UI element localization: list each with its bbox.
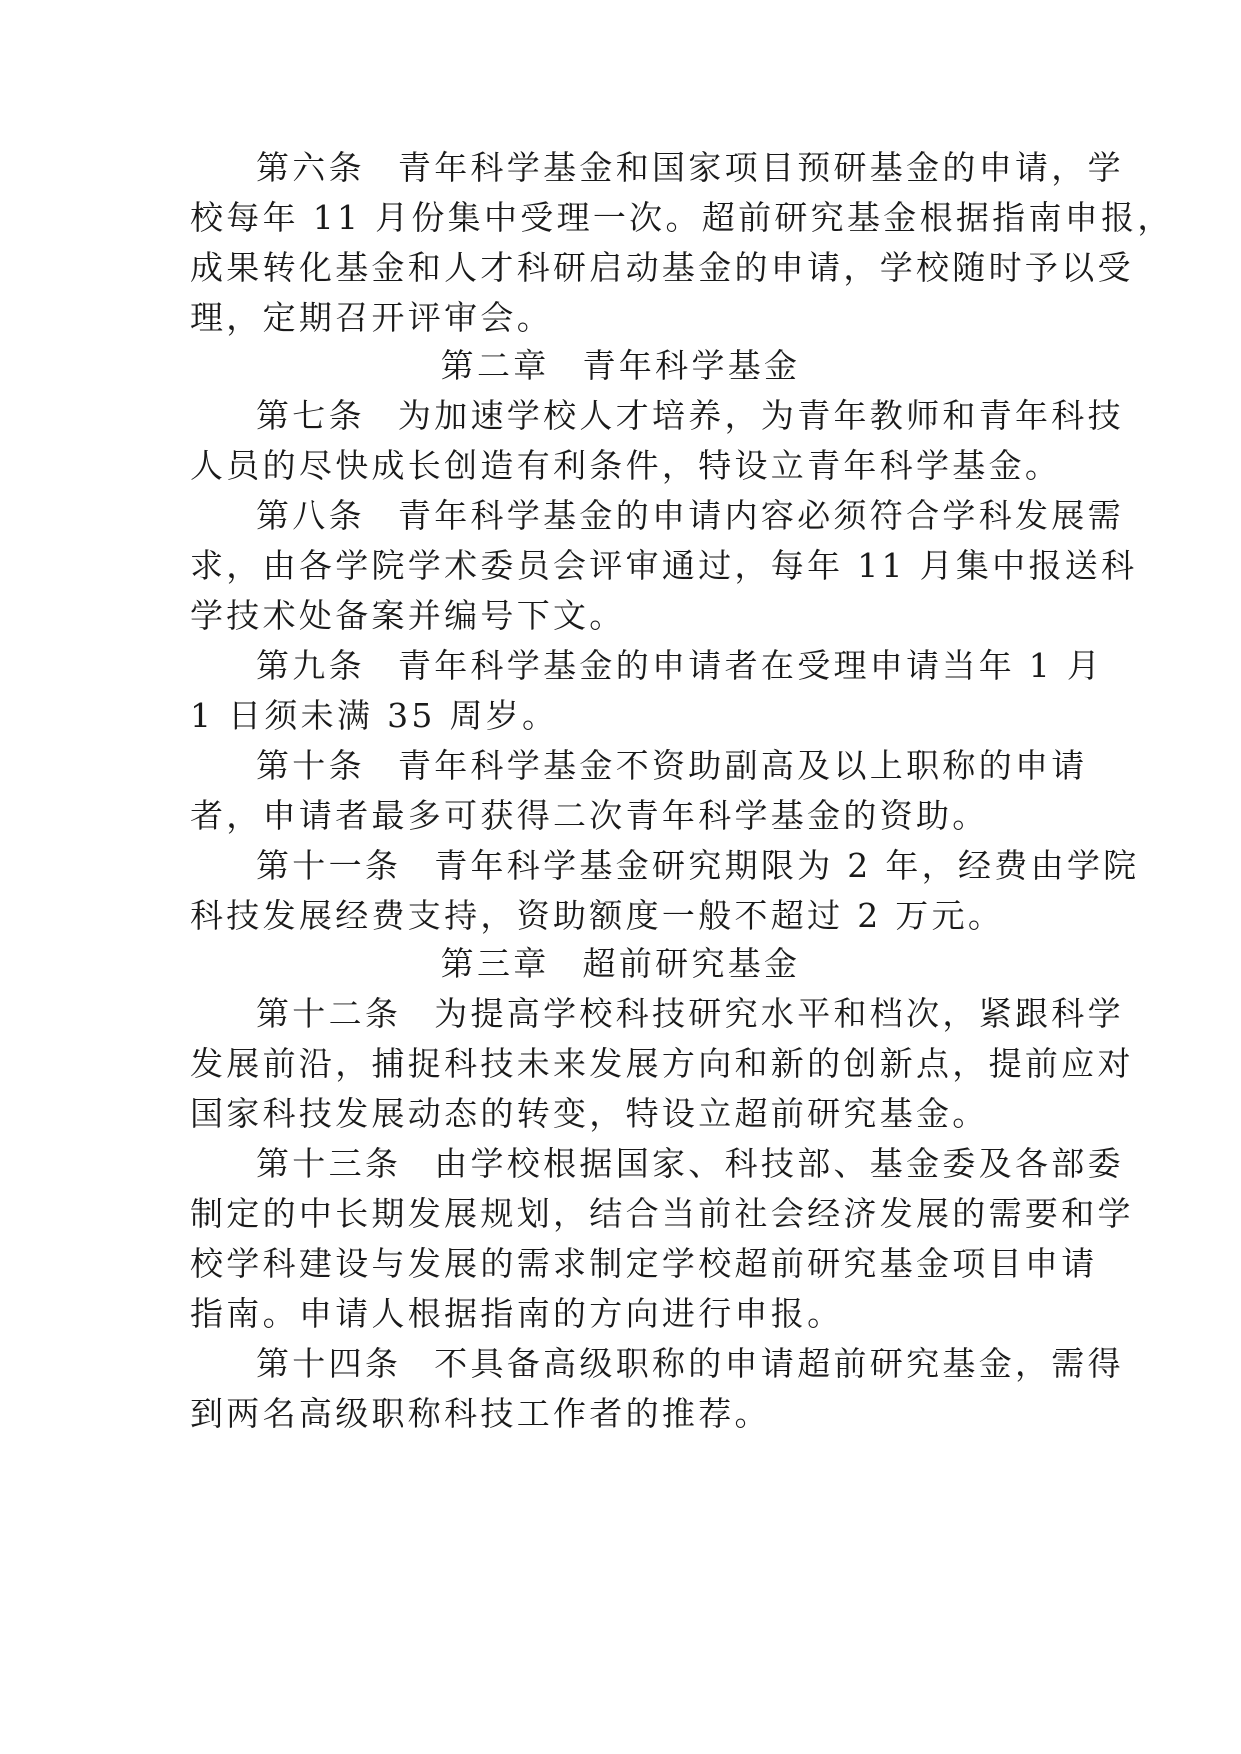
article-10-line-1 — [256, 746, 1116, 786]
article-12-line-3: 国家科技发展动态的转变，特设立超前研究基金。 — [190, 1094, 989, 1133]
article-label: 第十二条 — [256, 994, 402, 1033]
chapter-label: 第二章 — [440, 346, 550, 385]
article-label: 第十四条 — [256, 1344, 402, 1383]
article-9-line-2: 1 日须未满 35 周岁。 — [190, 696, 559, 735]
chapter-title: 超前研究基金 — [582, 944, 801, 983]
article-label: 第九条 — [256, 646, 365, 685]
article-12-line-2: 发展前沿，捕捉科技未来发展方向和新的创新点，提前应对 — [190, 1044, 1134, 1083]
article-11-line-2: 科技发展经费支持，资助额度一般不超过 2 万元。 — [190, 896, 1005, 935]
article-8-line-3: 学技术处备案并编号下文。 — [190, 596, 626, 635]
chapter-3-heading — [0, 944, 1241, 984]
article-text: 青年科学基金研究期限为 2 年，经费由学院 — [434, 846, 1140, 885]
article-text: 青年科学基金的申请内容必须符合学科发展需 — [397, 496, 1124, 535]
article-12-line-1 — [256, 994, 1124, 1034]
article-6-line-4: 理，定期召开评审会。 — [190, 298, 553, 337]
chapter-title: 青年科学基金 — [582, 346, 801, 385]
article-label: 第十条 — [256, 746, 365, 785]
article-text: 不具备高级职称的申请超前研究基金，需得 — [434, 1344, 1124, 1383]
chapter-2-heading — [0, 346, 1241, 386]
article-13-line-3: 校学科建设与发展的需求制定学校超前研究基金项目申请 — [190, 1244, 1098, 1283]
article-10-line-2: 者，申请者最多可获得二次青年科学基金的资助。 — [190, 796, 989, 835]
article-text: 为提高学校科技研究水平和档次，紧跟科学 — [434, 994, 1124, 1033]
article-text: 为加速学校人才培养，为青年教师和青年科技 — [397, 396, 1124, 435]
article-6-line-3: 成果转化基金和人才科研启动基金的申请，学校随时予以受 — [190, 248, 1134, 287]
article-13-line-2: 制定的中长期发展规划，结合当前社会经济发展的需要和学 — [190, 1194, 1134, 1233]
article-label: 第七条 — [256, 396, 365, 435]
article-text: 青年科学基金不资助副高及以上职称的申请 — [397, 746, 1088, 785]
article-text: 青年科学基金和国家项目预研基金的申请，学 — [397, 148, 1124, 187]
article-7-line-2: 人员的尽快成长创造有利条件，特设立青年科学基金。 — [190, 446, 1062, 485]
article-label: 第八条 — [256, 496, 365, 535]
article-label: 第十一条 — [256, 846, 402, 885]
article-8-line-2: 求，由各学院学术委员会评审通过，每年 11 月集中报送科 — [190, 546, 1138, 585]
article-14-line-1 — [256, 1344, 1124, 1384]
article-9-line-1 — [256, 646, 1116, 686]
article-text: 青年科学基金的申请者在受理申请当年 1 月 — [397, 646, 1104, 685]
article-label: 第六条 — [256, 148, 365, 187]
article-label: 第十三条 — [256, 1144, 402, 1183]
article-13-line-1 — [256, 1144, 1124, 1184]
chapter-label: 第三章 — [440, 944, 550, 983]
article-14-line-2: 到两名高级职称科技工作者的推荐。 — [190, 1394, 771, 1433]
article-13-line-4: 指南。申请人根据指南的方向进行申报。 — [190, 1294, 844, 1333]
article-6-line-2: 校每年 11 月份集中受理一次。超前研究基金根据指南申报， — [190, 198, 1174, 237]
article-7-line-1 — [256, 396, 1124, 436]
article-11-line-1 — [256, 846, 1140, 886]
article-8-line-1 — [256, 496, 1124, 536]
article-text: 由学校根据国家、科技部、基金委及各部委 — [434, 1144, 1124, 1183]
article-6-line-1 — [256, 148, 1124, 188]
